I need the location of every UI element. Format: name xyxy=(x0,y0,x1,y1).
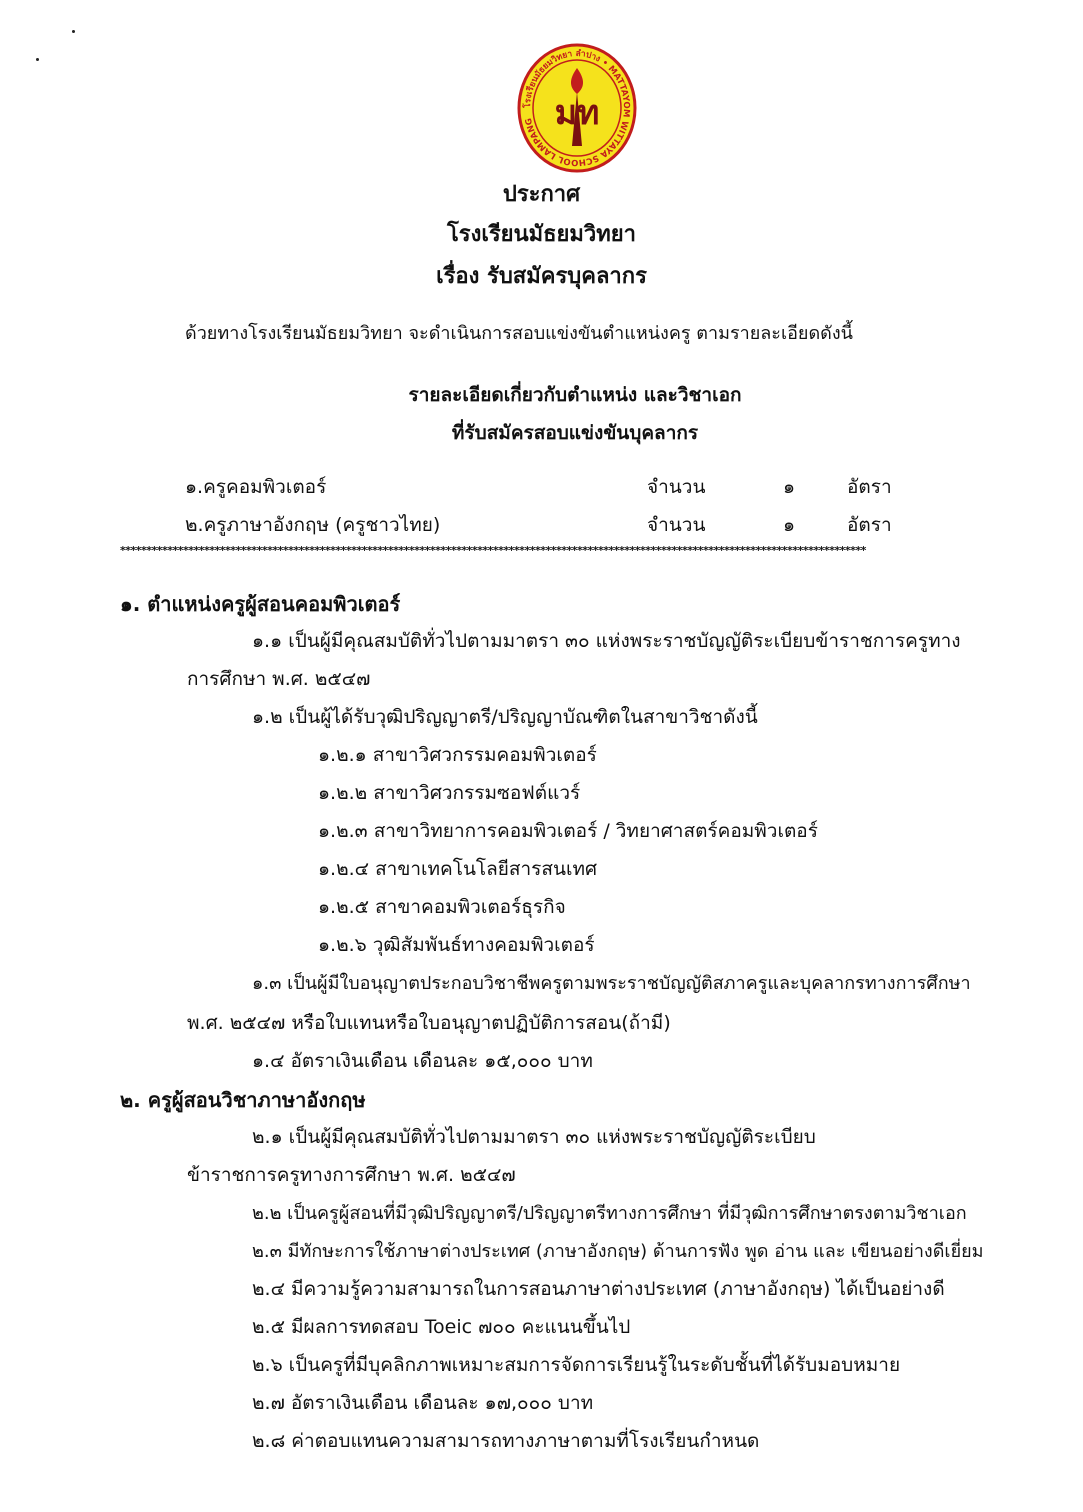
summary-row xyxy=(185,472,905,502)
summary-unit: อัตรา xyxy=(847,514,892,536)
section1-item: ๑.๔ อัตราเงินเดือน เดือนละ ๑๕,๐๐๐ บาท xyxy=(252,1050,593,1072)
section2-item: ๒.๗ อัตราเงินเดือน เดือนละ ๑๗,๐๐๐ บาท xyxy=(252,1392,594,1414)
scan-speck xyxy=(36,58,39,61)
section2-item: ๒.๑ เป็นผู้มีคุณสมบัติทั่วไปตามมาตรา ๓๐ แห่งพระราชบัญญัติระเบียบ xyxy=(252,1126,816,1148)
details-subheading: ที่รับสมัครสอบแข่งขันบุคลากร xyxy=(451,422,699,444)
section1-item-continued: การศึกษา พ.ศ. ๒๕๔๗ xyxy=(187,668,371,690)
section1-item: ๑.๒ เป็นผู้ได้รับวุฒิปริญญาตรี/ปริญญาบัณฑิตในสาขาวิชาดังนี้ xyxy=(252,706,758,728)
subject-line: เรื่อง รับสมัครบุคลากร xyxy=(436,264,647,289)
section1-subitem: ๑.๒.๖ วุฒิสัมพันธ์ทางคอมพิวเตอร์ xyxy=(318,934,595,956)
section1-subitem: ๑.๒.๑ สาขาวิศวกรรมคอมพิวเตอร์ xyxy=(318,744,597,766)
star-divider: ********************************************************************************************************************************************** xyxy=(120,544,866,557)
school-logo xyxy=(516,42,638,174)
section1-subitem: ๑.๒.๕ สาขาคอมพิวเตอร์ธุรกิจ xyxy=(318,896,566,918)
section2-item: ๒.๓ มีทักษะการใช้ภาษาต่างประเทศ (ภาษาอังกฤษ) ด้านการฟัง พูด อ่าน และ เขียนอย่างดีเยี่ยม xyxy=(252,1241,984,1262)
summary-count-label: จำนวน xyxy=(647,514,706,536)
summary-row xyxy=(185,510,905,540)
scan-speck xyxy=(72,30,75,33)
summary-count: ๑ xyxy=(783,514,796,536)
logo-ring-text: โรงเรียนมัธยมวิทยา ลำปาง • MATTAYOM WITTAYA SCHOOL LAMPANG xyxy=(522,48,632,168)
section1-subitem: ๑.๒.๔ สาขาเทคโนโลยีสารสนเทศ xyxy=(318,858,598,880)
section2-item: ๒.๕ มีผลการทดสอบ Toeic ๗๐๐ คะแนนขึ้นไป xyxy=(252,1316,631,1338)
summary-unit: อัตรา xyxy=(847,476,892,498)
section2-item: ๒.๔ มีความรู้ความสามารถในการสอนภาษาต่างประเทศ (ภาษาอังกฤษ) ได้เป็นอย่างดี xyxy=(252,1278,945,1300)
section1-subitem: ๑.๒.๒ สาขาวิศวกรรมซอฟต์แวร์ xyxy=(318,782,581,804)
section2-item: ๒.๒ เป็นครูผู้สอนที่มีวุฒิปริญญาตรี/ปริญญาตรีทางการศึกษา ที่มีวุฒิการศึกษาตรงตามวิชาเอก xyxy=(252,1203,967,1224)
intro-paragraph: ด้วยทางโรงเรียนมัธยมวิทยา จะดำเนินการสอบแข่งขันตำแหน่งครู ตามรายละเอียดดังนี้ xyxy=(185,323,853,344)
section1-title: ๑. ตำแหน่งครูผู้สอนคอมพิวเตอร์ xyxy=(120,592,401,616)
summary-position: ๑.ครูคอมพิวเตอร์ xyxy=(185,476,327,498)
logo-emblem: มท xyxy=(554,93,600,133)
section2-item: ๒.๘ ค่าตอบแทนความสามารถทางภาษาตามที่โรงเรียนกำหนด xyxy=(252,1430,760,1452)
section1-item: ๑.๑ เป็นผู้มีคุณสมบัติทั่วไปตามมาตรา ๓๐ แห่งพระราชบัญญัติระเบียบข้าราชการครูทาง xyxy=(252,630,961,652)
announcement-heading: ประกาศ xyxy=(502,182,581,207)
section2-item: ๒.๖ เป็นครูที่มีบุคลิกภาพเหมาะสมการจัดการเรียนรู้ในระดับชั้นที่ได้รับมอบหมาย xyxy=(252,1354,901,1376)
details-heading: รายละเอียดเกี่ยวกับตำแหน่ง และวิชาเอก xyxy=(408,384,742,406)
section1-item-continued: พ.ศ. ๒๕๔๗ หรือใบแทนหรือใบอนุญาตปฏิบัติการสอน(ถ้ามี) xyxy=(187,1012,671,1034)
summary-count: ๑ xyxy=(783,476,796,498)
section2-title: ๒. ครูผู้สอนวิชาภาษาอังกฤษ xyxy=(120,1088,366,1112)
section2-item-continued: ข้าราชการครูทางการศึกษา พ.ศ. ๒๕๔๗ xyxy=(187,1164,516,1186)
summary-position: ๒.ครูภาษาอังกฤษ (ครูชาวไทย) xyxy=(185,514,441,536)
section1-subitem: ๑.๒.๓ สาขาวิทยาการคอมพิวเตอร์ / วิทยาศาสตร์คอมพิวเตอร์ xyxy=(318,820,818,842)
summary-count-label: จำนวน xyxy=(647,476,706,498)
school-name: โรงเรียนมัธยมวิทยา xyxy=(446,222,637,247)
section1-item: ๑.๓ เป็นผู้มีใบอนุญาตประกอบวิชาชีพครูตามพระราชบัญญัติสภาครูและบุคลากรทางการศึกษา xyxy=(252,973,971,994)
